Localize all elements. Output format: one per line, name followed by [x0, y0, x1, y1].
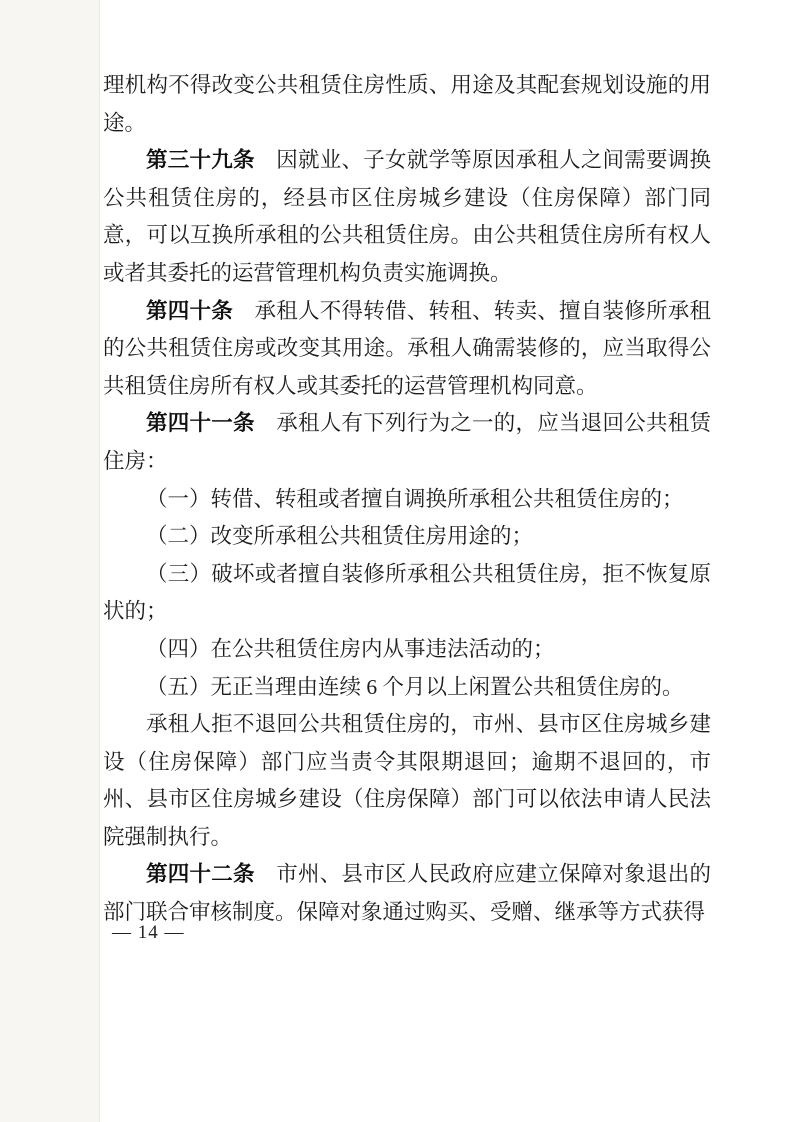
article-number: 第四十条 [146, 298, 233, 323]
paragraph-text: （五）无正当理由连续 6 个月以上闲置公共租赁住房的。 [146, 674, 684, 699]
article-42-paragraph [103, 856, 711, 931]
article-number: 第四十一条 [146, 411, 255, 436]
document-body [103, 67, 711, 932]
list-item-1 [103, 481, 711, 519]
paragraph-text: （一）转借、转租或者擅自调换所承租公共租赁住房的； [146, 486, 684, 511]
list-item-2 [103, 518, 711, 556]
paragraph-text: 承租人有下列行为之一的，应当退回公共租赁住房： [103, 411, 711, 473]
paragraph-text: 市州、县市区人民政府应建立保障对象退出的部门联合审核制度。保障对象通过购买、受赠、继承等方式获得 [103, 862, 711, 925]
list-item-5 [103, 669, 711, 707]
article-40-paragraph [103, 293, 711, 406]
scan-edge-shadow [0, 0, 100, 1122]
article-number: 第四十二条 [146, 862, 255, 887]
paragraph-text: （四）在公共租赁住房内从事违法活动的； [146, 636, 555, 661]
paragraph-text: （二）改变所承租公共租赁住房用途的； [146, 524, 534, 549]
paragraph-text: （三）破坏或者擅自装修所承租公共租赁住房，拒不恢复原状的； [103, 561, 711, 624]
article-41-paragraph [103, 405, 711, 480]
article-39-paragraph [103, 142, 711, 292]
paragraph-text: 因就业、子女就学等原因承租人之间需要调换公共租赁住房的，经县市区住房城乡建设（住房保障）部门同意，可以互换所承租的公共租赁住房。由公共租赁住房所有权人或者其委托的运营管理机构负责实施调换。 [103, 148, 711, 285]
list-item-4 [103, 631, 711, 669]
paragraph-continuation [103, 67, 711, 142]
enforcement-paragraph [103, 706, 711, 856]
paragraph-text: 承租人不得转借、转租、转卖、擅自装修所承租的公共租赁住房或改变其用途。承租人确需装修的，应当取得公共租赁住房所有权人或其委托的运营管理机构同意。 [103, 298, 711, 398]
list-item-3 [103, 556, 711, 631]
article-number: 第三十九条 [146, 148, 255, 173]
page-number: — 14 — [112, 922, 185, 943]
paragraph-text: 承租人拒不退回公共租赁住房的，市州、县市区住房城乡建设（住房保障）部门应当责令其限期退回；逾期不退回的，市州、县市区住房城乡建设（住房保障）部门可以依法申请人民法院强制执行。 [103, 712, 711, 849]
paragraph-text: 理机构不得改变公共租赁住房性质、用途及其配套规划设施的用途。 [103, 73, 711, 135]
